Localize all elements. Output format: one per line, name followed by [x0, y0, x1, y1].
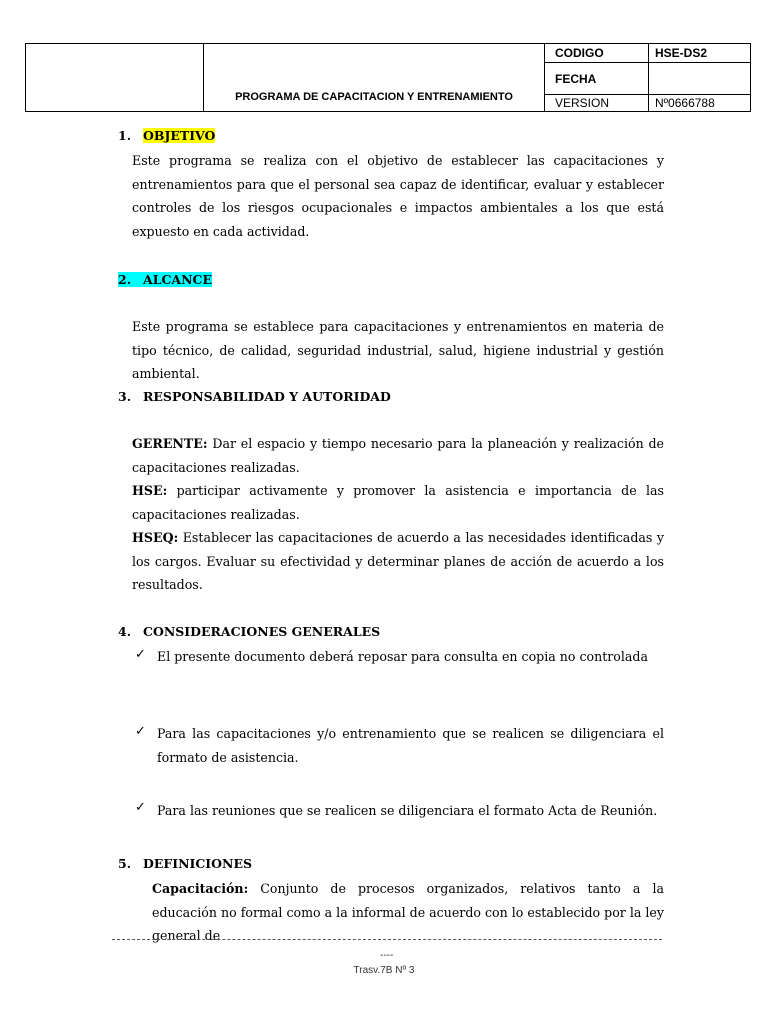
hse-label: HSE: — [132, 483, 168, 498]
gerente-paragraph — [132, 432, 664, 479]
section-title: CONSIDERACIONES GENERALES — [143, 624, 381, 639]
footer-dashes: ---- — [380, 950, 394, 961]
footer-text: Trasv.7B Nº 3 — [353, 965, 415, 976]
capacitacion-definition — [152, 877, 664, 948]
gerente-label: GERENTE: — [132, 436, 208, 451]
capacitacion-label: Capacitación: — [152, 881, 249, 896]
capacitacion-text: Conjunto de procesos organizados, relativos tanto a la educación no formal como a la informal de acuerdo con lo establecido por la ley general de — [152, 881, 664, 943]
checkmark-icon: ✓ — [135, 800, 146, 815]
section-number: 2. — [118, 272, 132, 287]
section-title: DEFINICIONES — [143, 856, 253, 871]
version-value: Nº0666788 — [649, 95, 751, 112]
section-objetivo-heading — [118, 128, 215, 143]
hseq-label: HSEQ: — [132, 530, 179, 545]
hseq-paragraph — [132, 526, 664, 597]
section-definiciones-heading — [118, 856, 252, 871]
version-label: VERSION — [545, 95, 649, 112]
section-alcance-heading — [118, 272, 212, 287]
footer-divider — [112, 939, 662, 940]
hseq-text: Establecer las capacitaciones de acuerdo a las necesidades identificadas y los cargos. Evaluar su efectividad y determinar planes de acción de acuerdo a los resultados. — [132, 530, 664, 592]
section-title: OBJETIVO — [143, 128, 216, 143]
consideracion-item: Para las reuniones que se realicen se diligenciara el formato Acta de Reunión. — [157, 803, 658, 818]
consideracion-item: El presente documento deberá reposar para consulta en copia no controlada — [157, 649, 648, 664]
checkmark-icon: ✓ — [135, 724, 146, 739]
logo-cell — [26, 44, 204, 112]
section-title: RESPONSABILIDAD Y AUTORIDAD — [143, 389, 391, 404]
gerente-text: Dar el espacio y tiempo necesario para la planeación y realización de capacitaciones realizadas. — [132, 436, 664, 475]
section-number: 3. — [118, 389, 132, 404]
checkmark-icon: ✓ — [135, 647, 146, 662]
section-number: 1. — [118, 128, 132, 143]
section-number: 4. — [118, 624, 132, 639]
consideracion-item: Para las capacitaciones y/o entrenamiento que se realicen se diligenciara el formato de asistencia. — [157, 726, 664, 765]
document-header-table — [25, 43, 751, 112]
hse-paragraph — [132, 479, 664, 526]
document-title: PROGRAMA DE CAPACITACION Y ENTRENAMIENTO — [204, 44, 545, 112]
section-consideraciones-heading — [118, 624, 380, 639]
codigo-label: CODIGO — [545, 44, 649, 63]
codigo-value: HSE-DS2 — [649, 44, 751, 63]
alcance-text: Este programa se establece para capacitaciones y entrenamientos en materia de tipo técnico, de calidad, seguridad industrial, salud, higiene industrial y gestión ambiental. — [132, 319, 664, 381]
fecha-value — [649, 63, 751, 95]
section-responsabilidad-heading — [118, 389, 391, 404]
section-title: ALCANCE — [143, 272, 213, 287]
fecha-label: FECHA — [545, 63, 649, 95]
objetivo-text: Este programa se realiza con el objetivo de establecer las capacitaciones y entrenamientos para que el personal sea capaz de identificar, evaluar y establecer controles de los riesgos ocupacionales e impactos ambientales a los que está expuesto en cada actividad. — [132, 153, 664, 239]
hse-text: participar activamente y promover la asistencia e importancia de las capacitaciones realizadas. — [132, 483, 664, 522]
section-number: 5. — [118, 856, 132, 871]
responsabilidades-block — [132, 432, 664, 597]
